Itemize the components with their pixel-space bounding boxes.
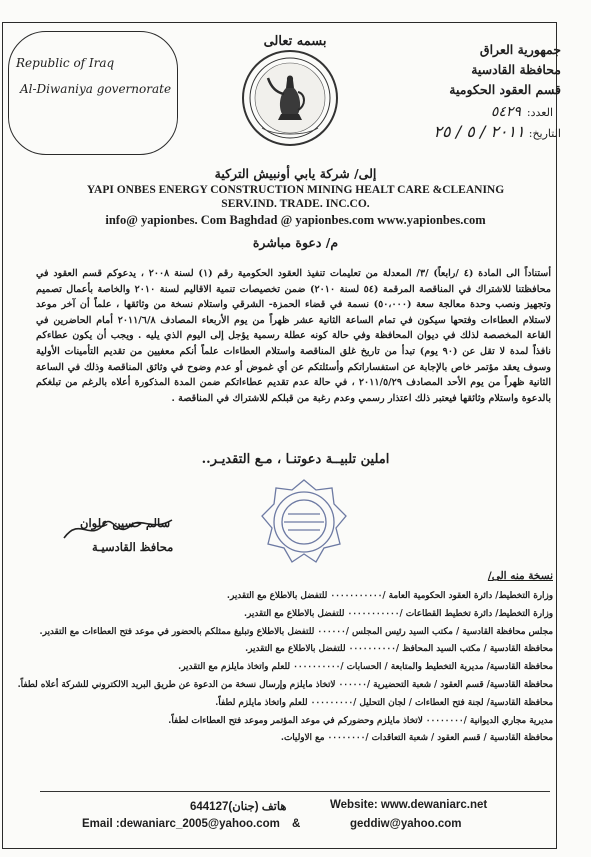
copy-recipient: محافظة القادسية/ قسم العقود / شعبة التحضيرية /٠٠٠٠٠٠ لاتخاذ مايلزم وإرسال نسخة من الدعوة عن طريق البريد الالكتروني للشركة أعلاه لطفاً. (17, 679, 553, 690)
copy-recipient: محافظة القادسية / قسم العقود / شعبة التعاقدات /٠٠٠٠٠٠٠٠ مع الاوليات. (280, 733, 553, 744)
round-official-stamp-icon (258, 476, 350, 568)
closing-line: املين تلبيــة دعوتنـا ، مـع التقديـر.. (201, 452, 390, 467)
footer-email: Email :dewaniarc_2005@yahoo.com (82, 818, 280, 830)
reference-date (433, 122, 561, 141)
letter-body: أستناداً الى المادة (٤ /رابعاً) /٣/ المعدلة من تعليمات تنفيذ العقود الحكومية رقم (١) لسنة ٢٠٠٨ ، يدعوكم قسم العقود في محافظتنا للاشتراك في المناقصة المرقمة (٥٤ لسنة ٢٠١٠) ضمن تخصيصات تنمية الاقاليم لسنة ٢٠١٠ والخاصة بأعمال تصميم وتجهيز ونصب وحدة معالجة سعة (٥٠،٠٠٠) نسمة في قضاء الحمزة- الشرقي واستلام نسخة من وثائقها ، علماً أن آخر موعد لاستلام العطاءات وفتحها سيكون في تمام الساعة الثانية عشر ظهراً من يوم الأربعاء المصادف ٢٠١١/٦/٨ أمام الحاضرين في القاعة المخصصة لذلك في ديوان المحافظة وفي حالة كونه عطلة رسمية يؤجل إلى اليوم الذي يليه . ويجب أن يكون عطاءكم نافذاً لمدة لا تقل عن (٩٠ يوم) تبدأ من تاريخ غلق المناقصة واستلام العطاءات علماً أنكم معفيين من تقديم التأمينات الأولية وسوف يعقد مؤتمر خاص بالإجابة عن استفساراتكم وأسئلتكم عن أي غموض أو عدم وضوح في وثائق المناقصة وذلك في الساعة الثانية ظهراً من يوم الأحد المصادف ٢٠١١/٥/٢٩ ، في حالة عدم تقديم عطاءاتكم ضمن المدة المذكورة أعلاه بالرغم من تبلغكم بالدعوة واستلام وثائقها فيعتبر ذلك اعتذار رسمي وعدم رغبة من قبلكم للاشتراك في المناقصة . (36, 268, 552, 404)
footer-divider (40, 791, 550, 792)
coffee-pot-emblem-icon (240, 48, 340, 148)
footer-phone: 644127هاتف (جنان) (190, 801, 287, 813)
signatory-name: سالم حسين علوان (80, 516, 171, 530)
number-value: ٥٤٢٩ (490, 104, 521, 120)
copy-recipient: وزارة التخطيط/ دائرة تخطيط القطاعات /٠٠٠٠٠٠٠٠٠٠٠ للتفضل بالاطلاع مع التقدير. (243, 608, 553, 619)
copy-recipient: مجلس محافظة القادسية / مكتب السيد رئيس المجلس /٠٠٠٠٠٠ للتفضل بالاطلاع وتبليغ ممثلكم بالحضور في موعد فتح العطاءات مع التقدير. (39, 626, 553, 637)
date-label: التاريخ: (528, 127, 561, 140)
letterhead-governorate: محافظة القادسية (471, 62, 561, 77)
recipient-company-suffix: SERV.IND. TRADE. INC.CO. (221, 198, 370, 210)
recipient-company-name: YAPI ONBES ENERGY CONSTRUCTION MINING HEALT CARE &CLEANING (86, 184, 505, 196)
letterhead-department: قسم العقود الحكومية (449, 82, 561, 97)
letterhead-governorate-en: Al-Diwaniya governorate (20, 82, 172, 96)
copy-recipient: محافظة القادسية/ لجنة فتح العطاءات / لجان التحليل /٠٠٠٠٠٠٠٠٠ للعلم واتخاذ مايلزم لطفاً. (215, 697, 553, 708)
footer-website: Website: www.dewaniarc.net (330, 799, 488, 811)
basmala: بسمه تعالى (263, 34, 327, 49)
copies-title: نسخة منه الى/ (487, 570, 553, 582)
letterhead-arabic (386, 40, 561, 100)
date-value: ٢٠١١ / ٥ / ٢٥ (433, 122, 525, 141)
footer-email-secondary: geddiw@yahoo.com (350, 818, 462, 830)
copy-recipient: محافظة القادسية / مكتب السيد المحافظ /٠٠٠٠٠٠٠٠٠٠ للتفضل بالاطلاع مع التقدير. (245, 644, 553, 655)
footer-ampersand: & (292, 818, 301, 830)
letterhead-country-en: Republic of Iraq (16, 56, 115, 70)
number-label: العدد: (526, 106, 553, 119)
copies-list (17, 588, 553, 748)
letterhead-country: جمهورية العراق (479, 42, 561, 57)
copy-recipient: مديرية مجاري الديوانية /٠٠٠٠٠٠٠٠ لاتخاذ مايلزم وحضوركم في موعد المؤتمر وموعد فتح العطاءات لطفاً. (168, 715, 553, 726)
recipient-contacts: info@ yapionbes. Com Baghdad @ yapionbes.com www.yapionbes.com (105, 213, 486, 227)
subject-line: م/ دعوة مباشرة (252, 235, 339, 250)
signatory-title: محافظ القادسيـة (92, 540, 174, 554)
copy-recipient: وزارة التخطيط/ دائرة العقود الحكومية العامة /٠٠٠٠٠٠٠٠٠٠٠ للتفضل بالاطلاع مع التقدير. (226, 591, 553, 601)
reference-number (491, 104, 553, 120)
recipient-arabic: إلى/ شركة يابي أونبيش التركية (214, 166, 377, 181)
copy-recipient: محافظة القادسية/ مديرية التخطيط والمتابعة / الحسابات /٠٠٠٠٠٠٠٠٠٠ للعلم واتخاذ مايلزم مع التقدير. (178, 662, 553, 673)
